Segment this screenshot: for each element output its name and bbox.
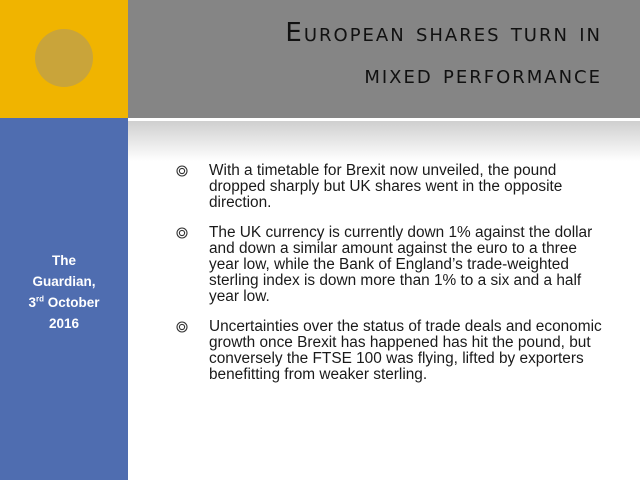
slide-title-line-2: mixed performance — [364, 60, 602, 90]
source-line-2: Guardian, — [32, 274, 96, 289]
slide-title-line-1: European shares turn in — [285, 18, 602, 48]
bullet-item — [176, 225, 606, 305]
bullet-text: With a timetable for Brexit now unveiled, the pound dropped sharply but UK shares went in the opposite direction. — [209, 162, 563, 211]
source-year: 2016 — [48, 316, 80, 331]
concentric-circle-bullet-icon — [176, 227, 188, 239]
bullet-text: Uncertainties over the status of trade deals and economic growth once Brexit has happened has hit the pound, but conversely the FTSE 100 was flying, lifted by exporters benefitting from weaker sterling. — [209, 318, 602, 383]
slide-title — [285, 12, 602, 96]
title-bar — [128, 0, 640, 118]
bullet-text: The UK currency is currently down 1% against the dollar and down a similar amount against the euro to a three year low, while the Bank of England’s trade-weighted sterling index is down more than 1% to a six and a half year low. — [209, 224, 593, 305]
concentric-circle-bullet-icon — [176, 165, 188, 177]
source-citation — [0, 250, 128, 334]
bullet-list — [176, 163, 606, 397]
source-day-suffix: rd — [35, 294, 44, 304]
sidebar — [0, 118, 128, 480]
bullet-item — [176, 319, 606, 383]
source-day: 3 — [28, 295, 36, 310]
source-line-1: The — [51, 253, 76, 268]
concentric-circle-bullet-icon — [176, 321, 188, 333]
bullet-item — [176, 163, 606, 211]
header-shadow — [128, 121, 640, 161]
decorative-circle — [35, 29, 93, 87]
corner-block — [0, 0, 128, 118]
source-date — [0, 292, 128, 313]
source-month: October — [47, 295, 100, 310]
